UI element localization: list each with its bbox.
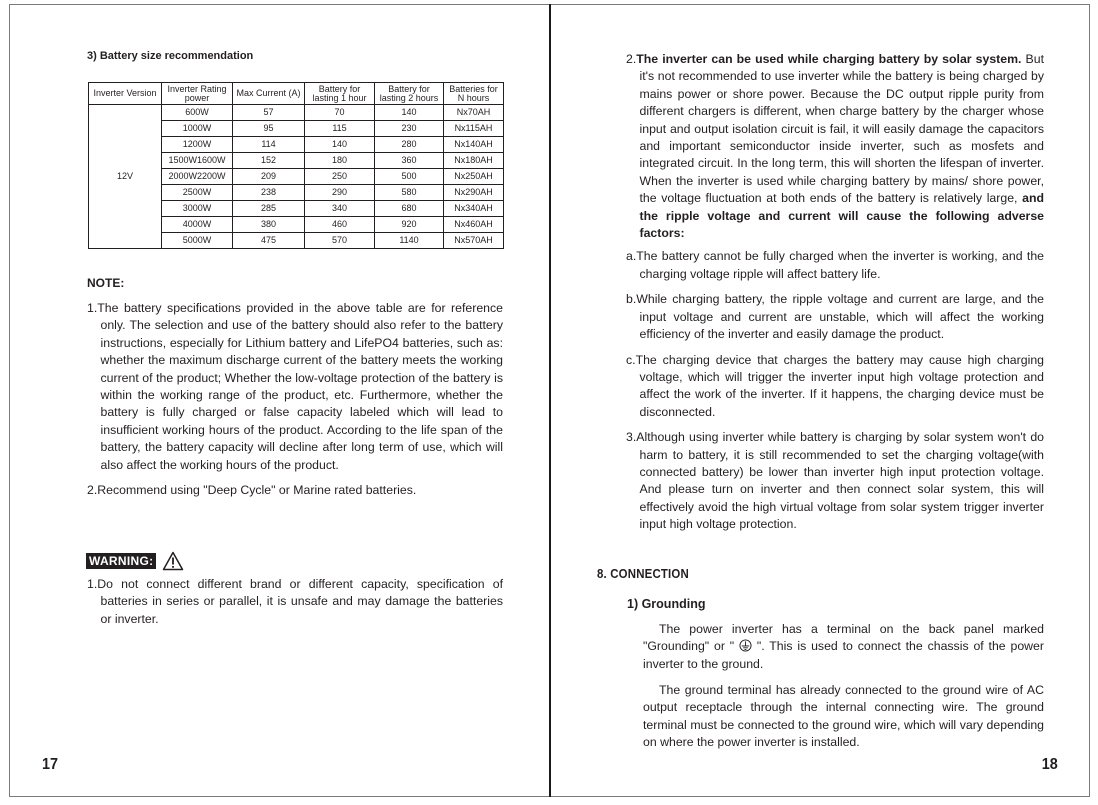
warning-triangle-icon	[162, 551, 184, 571]
header-1-hour: Battery for lasting 1 hour	[305, 83, 375, 105]
table-cell: 580	[375, 185, 444, 201]
note-item: 1.The battery specifications provided in the above table are for reference only. The selection and use of the battery should also refer to the battery instructions, especially for Lithium battery and LifePO4 batteries, such as: whether the maximum discharge current of the battery meets the working current of the product; Whether the low-voltage protection of the battery is within the working range of the product, etc. Furthermore, whether the battery is fully charged or false capacity labeled which will lead to insufficient working hours of the product. According to the life span of the battery, the battery capacity will decline after long term of use, which will also affect the working hours of the product.	[87, 301, 503, 472]
grounding-paragraph-1: The power inverter has a terminal on the back panel marked "Grounding" or " ". This is used to connect the chassis of the power inverter to the ground.	[643, 622, 1044, 671]
warning-header	[86, 551, 184, 571]
table-cell: 1500W1600W	[162, 153, 233, 169]
table-cell: 340	[305, 201, 375, 217]
factor-item-b: b.While charging battery, the ripple voltage and current are large, and the input voltage and current are unstable, which will affect the working efficiency of the inverter and easily damage the product.	[626, 292, 1044, 342]
table-cell: 920	[375, 217, 444, 233]
table-cell: 180	[305, 153, 375, 169]
table-cell: 570	[305, 233, 375, 249]
table-header-row	[89, 83, 504, 105]
section-heading-connection: 8. CONNECTION	[597, 566, 689, 581]
table-cell: 95	[233, 121, 305, 137]
table-cell: 380	[233, 217, 305, 233]
warning-label: WARNING:	[86, 553, 156, 569]
table-cell: 280	[375, 137, 444, 153]
table-cell: 152	[233, 153, 305, 169]
table-cell: 3000W	[162, 201, 233, 217]
table-cell: Nx340AH	[444, 201, 504, 217]
ground-symbol-icon	[739, 639, 752, 652]
table-cell: 2000W2200W	[162, 169, 233, 185]
header-n-hours: Batteries for N hours	[444, 83, 504, 105]
table-cell: 57	[233, 105, 305, 121]
table-cell: Nx70AH	[444, 105, 504, 121]
warning-list	[87, 576, 503, 636]
battery-size-heading: 3) Battery size recommendation	[87, 50, 254, 62]
table-cell: 460	[305, 217, 375, 233]
charging-notes	[626, 51, 1044, 542]
note-item: 2.Recommend using "Deep Cycle" or Marine rated batteries.	[87, 483, 417, 498]
table-cell: 230	[375, 121, 444, 137]
table-cell: 475	[233, 233, 305, 249]
table-cell: Nx290AH	[444, 185, 504, 201]
grounding-paragraph-2: The ground terminal has already connected to the ground wire of AC output receptacle through the internal connecting wire. The ground terminal must be connected to the ground wire, which will vary depending on where the power inverter is installed.	[643, 683, 1044, 750]
table-cell: 1200W	[162, 137, 233, 153]
table-cell: 360	[375, 153, 444, 169]
table-cell: 209	[233, 169, 305, 185]
factor-item-a: a.The battery cannot be fully charged when the inverter is working, and the charging voltage ripple will affect battery life.	[626, 249, 1044, 281]
table-cell: 140	[375, 105, 444, 121]
table-cell: Nx570AH	[444, 233, 504, 249]
table-cell: 140	[305, 137, 375, 153]
table-cell: 5000W	[162, 233, 233, 249]
table-cell: Nx460AH	[444, 217, 504, 233]
note-title: NOTE:	[87, 276, 125, 290]
table-cell: 285	[233, 201, 305, 217]
battery-size-table	[88, 82, 504, 249]
note-item-2: 2.The inverter can be used while charging battery by solar system. But it's not recommended to use inverter while the battery is being charged by mains power or shore power. Because the DC output ripple purity from different chargers is different, when charge battery by the charger whose input and output isolation circuit is fail, it will easily damage the capacitors and important semiconductor inside inverter, such as mosfets and integrated circuit. In the long term, this will shorten the lifespan of inverter. When the inverter is used while charging battery by mains/ shore power, the voltage fluctuation at both ends of the battery is relatively large, and the ripple voltage and current will cause the following adverse factors:	[626, 52, 1045, 241]
table-cell: 70	[305, 105, 375, 121]
table-cell: Nx115AH	[444, 121, 504, 137]
table-cell: 680	[375, 201, 444, 217]
header-inverter-version: Inverter Version	[89, 83, 162, 105]
factor-item-c: c.The charging device that charges the battery may cause high charging voltage, which will trigger the inverter input high voltage protection and affect the work of the inverter. If it happens, the charging device must be disconnected.	[626, 352, 1044, 419]
table-cell: 114	[233, 137, 305, 153]
page-number: 17	[42, 756, 59, 773]
table-row	[89, 105, 504, 121]
grounding-heading: 1) Grounding	[627, 597, 706, 611]
table-cell: Nx180AH	[444, 153, 504, 169]
table-cell: 1140	[375, 233, 444, 249]
warning-item: 1.Do not connect different brand or different capacity, specification of batteries in series or parallel, it is unsafe and may damage the batteries or inverter.	[87, 577, 503, 626]
cell-inverter-version: 12V	[89, 105, 162, 249]
table-cell: 2500W	[162, 185, 233, 201]
table-cell: 1000W	[162, 121, 233, 137]
table-cell: 238	[233, 185, 305, 201]
table-cell: 4000W	[162, 217, 233, 233]
table-cell: 600W	[162, 105, 233, 121]
header-2-hours: Battery for lasting 2 hours	[375, 83, 444, 105]
table-cell: 115	[305, 121, 375, 137]
table-cell: 250	[305, 169, 375, 185]
header-max-current: Max Current (A)	[233, 83, 305, 105]
note-list	[87, 300, 503, 507]
table-cell: 500	[375, 169, 444, 185]
table-cell: 290	[305, 185, 375, 201]
table-cell: Nx140AH	[444, 137, 504, 153]
header-rating-power: Inverter Rating power	[162, 83, 233, 105]
note-item-3: 3.Although using inverter while battery is charging by solar system won't do harm to battery, it is still recommended to set the charging voltage(with connected battery) be lower than inverter high input protection voltage. And please turn on inverter and then connect solar system, this will effectively avoid the high virtual voltage from solar system trigger inverter input high voltage protection.	[626, 430, 1044, 532]
page-number: 18	[1041, 756, 1058, 773]
table-cell: Nx250AH	[444, 169, 504, 185]
